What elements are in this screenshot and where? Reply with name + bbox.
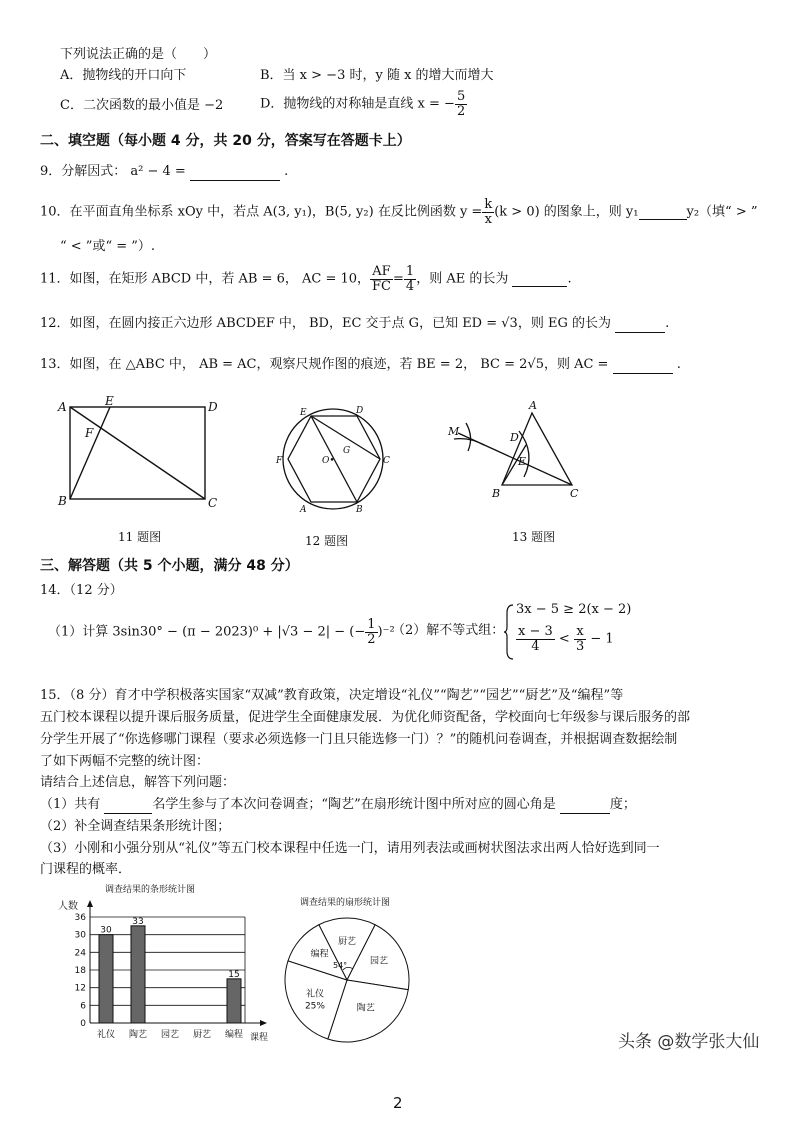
bar-value-label: 15 <box>228 969 240 980</box>
label-f: F <box>276 456 283 466</box>
angle-label: 54° <box>333 961 348 970</box>
q15-line4: 了如下两幅不完整的统计图： <box>40 754 210 769</box>
q14-part1: （1）计算 3sin30° − (π − 2023)⁰ + |√3 − 2| − (− $\frac{1}{2}$ )⁻² <box>48 617 395 647</box>
label-d: D <box>208 400 218 414</box>
pie-value-label: 25% <box>304 1001 325 1012</box>
q13: 13．如图，在 △ABC 中， AB = AC，观察尺规作图的痕迹，若 BE = 2， BC = 2√5，则 AC = . <box>40 357 681 372</box>
y-tick-label: 0 <box>80 1019 86 1029</box>
label-g: G <box>343 446 351 456</box>
y-tick-label: 24 <box>74 948 86 959</box>
q15-line3: 分学生开展了“你选修哪门课程（要求必须选修一门且只能选修一门）？”的随机问卷调查，并根据调查数据绘制 <box>40 732 678 747</box>
x-tick-label: 厨艺 <box>192 1030 212 1040</box>
section-2-title: 二、填空题（每小题 4 分，共 20 分，答案写在答题卡上） <box>40 133 411 149</box>
label-m: M <box>448 425 460 438</box>
label-e: E <box>300 408 307 418</box>
bar-陶艺 <box>131 926 145 1023</box>
bar-value-label: 33 <box>132 916 144 927</box>
label-c: C <box>208 496 218 510</box>
pie-label: 编程 <box>310 949 329 960</box>
q8-option-b: B．当 x > −3 时，y 随 x 的增大而增大 <box>260 68 494 83</box>
caption-11: 11 题图 <box>118 530 162 544</box>
label-e: E <box>518 455 527 468</box>
figure-11 <box>55 395 225 515</box>
q8-option-d: D．抛物线的对称轴是直线 x = − $\frac{5}{2}$ <box>260 89 466 119</box>
triangle-abc <box>502 413 572 485</box>
pie-label: 陶艺 <box>356 1003 375 1014</box>
label-a: A <box>300 505 307 515</box>
q12: 12．如图，在圆内接正六边形 ABCDEF 中， BD，EC 交于点 G，已知 ED = √3，则 EG 的长为 . <box>40 316 670 331</box>
caption-12: 12 题图 <box>305 534 349 548</box>
y-tick-label: 6 <box>80 1001 86 1012</box>
label-b: B <box>356 505 363 515</box>
q15-line1: 15．（8 分）育才中学积极落实国家“双减”教育政策，决定增设“礼仪”“陶艺”“园艺”“厨艺”及“编程”等 <box>40 688 624 703</box>
q15-sub3: （3）小刚和小强分别从“礼仪”等五门校本课程中任选一门，请用列表法或画树状图法求出两人恰好选到同一 <box>40 841 660 856</box>
q8-stem: 下列说法正确的是（ ） <box>60 47 217 62</box>
label-d: D <box>510 431 519 444</box>
label-d: D <box>356 406 364 416</box>
label-b: B <box>492 487 501 500</box>
figure-13 <box>440 393 600 508</box>
label-e: E <box>105 395 114 408</box>
label-f: F <box>85 426 94 440</box>
x-tick-label: 园艺 <box>160 1030 180 1040</box>
page-number: 2 <box>393 1094 403 1112</box>
q10: 10．在平面直角坐标系 xOy 中，若点 A(3, y₁)，B(5, y₂) 在反比例函数 y = $\frac{k}{x}$ (k > 0) 的图象上，则 y₁ y₂（填“ > ” <box>40 197 758 227</box>
label-o: O• <box>322 456 335 466</box>
q14-ineq2: $\frac{x - 3}{4}$ < $\frac{x}{3}$ − 1 <box>518 624 614 654</box>
y-tick-label: 12 <box>74 983 86 994</box>
bar-value-label: 30 <box>100 925 112 936</box>
x-tick-label: 礼仪 <box>96 1030 116 1040</box>
caption-13: 13 题图 <box>512 530 556 544</box>
watermark: 头条 @数学张大仙 <box>618 1032 760 1052</box>
x-tick-label: 编程 <box>224 1030 244 1040</box>
bar-chart <box>50 895 280 1055</box>
bar-礼仪 <box>99 935 113 1023</box>
y-axis-label: 人数 <box>58 901 78 912</box>
section-3-title: 三、解答题（共 5 个小题，满分 48 分） <box>40 558 299 574</box>
q14-part2: （2）解不等式组： <box>392 623 505 638</box>
q8-option-a: A．抛物线的开口向下 <box>60 68 187 83</box>
figure-12 <box>270 395 400 520</box>
q9: 9．分解因式： a² − 4 = . <box>40 164 289 179</box>
label-c: C <box>383 456 390 466</box>
q15-sub2: （2）补全调查结果条形统计图； <box>40 819 231 834</box>
pie-chart <box>275 905 425 1055</box>
y-tick-label: 36 <box>74 913 86 923</box>
label-c: C <box>570 487 579 500</box>
bar-chart-title: 调查结果的条形统计图 <box>105 885 196 895</box>
label-a: A <box>529 399 537 412</box>
q15-line2: 五门校本课程以提升课后服务质量，促进学生全面健康发展．为优化师资配备，学校面向七年级参与课后服务的部 <box>40 710 691 725</box>
x-axis-label: 课程 <box>250 1033 269 1043</box>
pie-label: 礼仪 <box>305 989 324 1000</box>
y-axis-arrow-icon <box>87 900 93 907</box>
q15-sub3b: 门课程的概率． <box>40 862 132 877</box>
q14-ineq1: 3x − 5 ≥ 2(x − 2) <box>516 602 632 617</box>
q15-sub1: （1）共有 名学生参与了本次问卷调查；“陶艺”在扇形统计图中所对应的圆心角是 度； <box>40 797 636 812</box>
x-tick-label: 陶艺 <box>128 1030 148 1040</box>
label-a: A <box>58 400 67 414</box>
q14-head: 14．（12 分） <box>40 583 123 598</box>
label-b: B <box>58 494 67 508</box>
q8-option-c: C．二次函数的最小值是 −2 <box>60 98 224 113</box>
pie-label: 厨艺 <box>337 937 357 948</box>
pie-chart-title: 调查结果的扇形统计图 <box>300 898 391 908</box>
y-tick-label: 18 <box>74 966 86 976</box>
arc-m-2 <box>454 439 484 445</box>
q10-line2: “ < ”或“ = ”）. <box>60 239 156 254</box>
x-axis-arrow-icon <box>260 1020 267 1026</box>
q15-line5: 请结合上述信息，解答下列问题： <box>40 775 236 790</box>
pie-label: 园艺 <box>370 956 389 967</box>
q11: 11．如图，在矩形 ABCD 中，若 AB = 6， AC = 10， $\frac{AF}{FC}$ = $\frac{1}{4}$ ，则 AE 的长为 . <box>40 264 572 294</box>
brace-icon <box>503 603 515 661</box>
bar-编程 <box>227 979 241 1023</box>
y-tick-label: 30 <box>74 930 86 941</box>
